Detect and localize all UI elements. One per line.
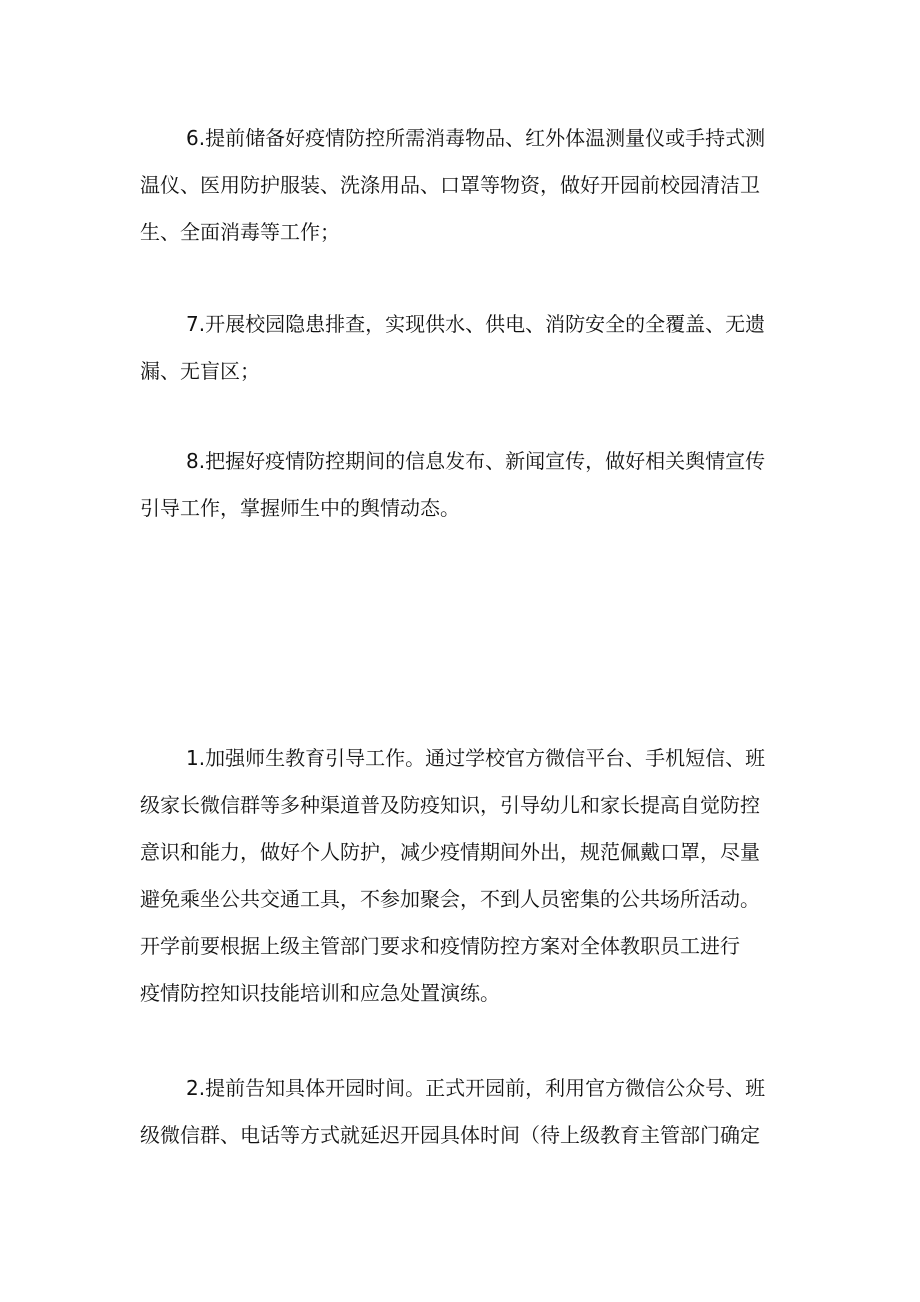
paragraph-line: 级微信群、电话等方式就延迟开园具体时间（待上级教育主管部门确定 [140,1123,760,1147]
paragraph-line: 8.把握好疫情防控期间的信息发布、新闻宣传，做好相关舆情宣传 [186,449,766,473]
paragraph-line: 1.加强师生教育引导工作。通过学校官方微信平台、手机短信、班 [186,746,766,770]
paragraph-line: 6.提前储备好疫情防控所需消毒物品、红外体温测量仪或手持式测 [186,126,766,150]
paragraph-line: 生、全面消毒等工作； [140,220,340,244]
paragraph-line: 引导工作，掌握师生中的舆情动态。 [140,496,460,520]
paragraph-line: 7.开展校园隐患排查，实现供水、供电、消防安全的全覆盖、无遗 [186,312,766,336]
paragraph-line: 疫情防控知识技能培训和应急处置演练。 [140,981,500,1005]
paragraph-line: 意识和能力，做好个人防护，减少疫情期间外出，规范佩戴口罩，尽量 [140,840,760,864]
paragraph-line: 级家长微信群等多种渠道普及防疫知识，引导幼儿和家长提高自觉防控 [140,793,760,817]
paragraph-line: 温仪、医用防护服装、洗涤用品、口罩等物资，做好开园前校园清洁卫 [140,173,760,197]
paragraph-line: 2.提前告知具体开园时间。正式开园前，利用官方微信公众号、班 [186,1076,766,1100]
paragraph-line: 漏、无盲区； [140,359,260,383]
paragraph-line: 避免乘坐公共交通工具，不参加聚会，不到人员密集的公共场所活动。 [140,887,760,911]
paragraph-line: 开学前要根据上级主管部门要求和疫情防控方案对全体教职员工进行 [140,934,740,958]
